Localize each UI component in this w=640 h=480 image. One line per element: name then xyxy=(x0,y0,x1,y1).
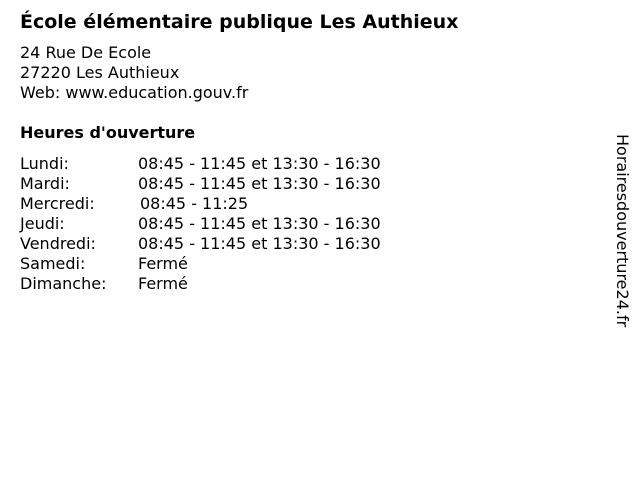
day-label: Vendredi: xyxy=(20,234,96,253)
time-value: Fermé xyxy=(138,254,188,273)
hours-heading: Heures d'ouverture xyxy=(20,123,196,142)
address-city: 27220 Les Authieux xyxy=(20,63,180,82)
address-block xyxy=(20,43,248,103)
address-street: 24 Rue De Ecole xyxy=(20,43,152,62)
time-value: 08:45 - 11:45 et 13:30 - 16:30 xyxy=(138,214,381,233)
day-label: Mardi: xyxy=(20,174,70,193)
address-website: Web: www.education.gouv.fr xyxy=(20,83,249,102)
day-label: Mercredi: xyxy=(20,194,95,213)
time-value: 08:45 - 11:45 et 13:30 - 16:30 xyxy=(138,174,381,193)
day-label: Lundi: xyxy=(20,154,69,173)
time-value: 08:45 - 11:45 et 13:30 - 16:30 xyxy=(138,234,381,253)
day-label: Dimanche: xyxy=(20,274,107,293)
site-watermark: Horairesdouverture24.fr xyxy=(613,134,632,328)
time-value: 08:45 - 11:25 xyxy=(140,194,249,213)
day-label: Samedi: xyxy=(20,254,86,273)
day-label: Jeudi: xyxy=(20,214,65,233)
time-value: 08:45 - 11:45 et 13:30 - 16:30 xyxy=(138,154,381,173)
time-value: Fermé xyxy=(138,274,188,293)
page-title: École élémentaire publique Les Authieux xyxy=(20,11,459,33)
